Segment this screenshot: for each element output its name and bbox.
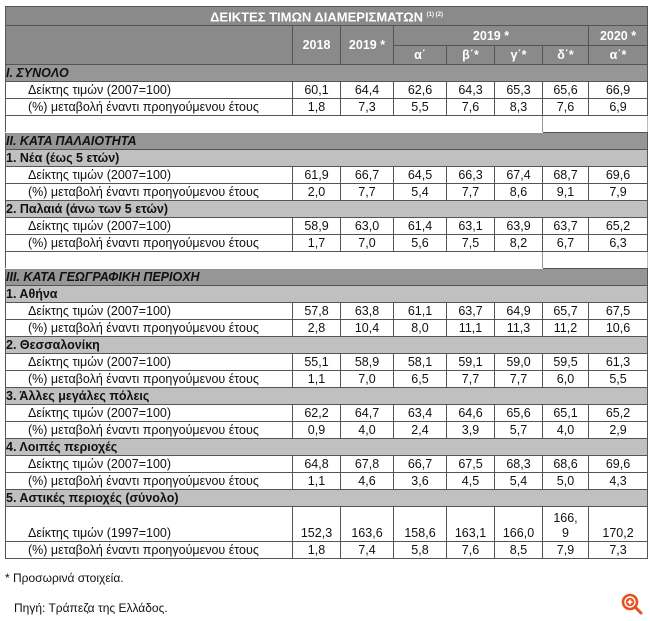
table-row bbox=[6, 405, 648, 422]
cell: 10,4 bbox=[341, 320, 394, 337]
row-label: Δείκτης τιμών (2007=100) bbox=[6, 354, 293, 371]
cell: 5,0 bbox=[543, 473, 589, 490]
cell: 61,4 bbox=[394, 218, 447, 235]
cell: 7,3 bbox=[589, 542, 648, 559]
cell: 61,3 bbox=[589, 354, 648, 371]
cell: 5,6 bbox=[394, 235, 447, 252]
table-row bbox=[6, 218, 648, 235]
cell: 8,0 bbox=[394, 320, 447, 337]
table-row bbox=[6, 184, 648, 201]
row-label: (%) μεταβολή έναντι προηγούμενου έτους bbox=[6, 371, 293, 388]
section-region: III. ΚΑΤΑ ΓΕΩΓΡΑΦΙΚΗ ΠΕΡΙΟΧΗ bbox=[6, 269, 648, 286]
cell: 6,5 bbox=[394, 371, 447, 388]
spacer-row bbox=[6, 252, 648, 269]
row-label: (%) μεταβολή έναντι προηγούμενου έτους bbox=[6, 184, 293, 201]
title-footnotes: (1) (2) bbox=[426, 12, 443, 18]
header-q3-2019: γ΄* bbox=[495, 45, 543, 65]
header-q2-2019: β΄* bbox=[447, 45, 495, 65]
cell: 64,3 bbox=[447, 82, 495, 99]
table-row bbox=[6, 303, 648, 320]
cell: 5,4 bbox=[495, 473, 543, 490]
cell: 7,7 bbox=[447, 371, 495, 388]
section-total: I. ΣΥΝΟΛΟ bbox=[6, 65, 648, 82]
cell: 61,1 bbox=[394, 303, 447, 320]
cell: 4,0 bbox=[341, 422, 394, 439]
cell: 3,6 bbox=[394, 473, 447, 490]
cell: 68,3 bbox=[495, 456, 543, 473]
cell: 63,1 bbox=[447, 218, 495, 235]
cell: 4,5 bbox=[447, 473, 495, 490]
table-row bbox=[6, 371, 648, 388]
cell: 7,7 bbox=[341, 184, 394, 201]
cell: 158,6 bbox=[394, 507, 447, 542]
cell: 65,2 bbox=[589, 405, 648, 422]
cell: 0,9 bbox=[293, 422, 341, 439]
cell: 66,7 bbox=[394, 456, 447, 473]
cell: 8,3 bbox=[495, 99, 543, 116]
table-row bbox=[6, 473, 648, 490]
header-q4-2019: δ΄* bbox=[543, 45, 589, 65]
cell: 66,9 bbox=[589, 82, 648, 99]
cell: 5,5 bbox=[589, 371, 648, 388]
cell: 60,1 bbox=[293, 82, 341, 99]
row-label: (%) μεταβολή έναντι προηγούμενου έτους bbox=[6, 320, 293, 337]
cell: 4,6 bbox=[341, 473, 394, 490]
header-label-cell bbox=[6, 26, 293, 65]
cell: 64,8 bbox=[293, 456, 341, 473]
cell: 1,7 bbox=[293, 235, 341, 252]
cell: 4,3 bbox=[589, 473, 648, 490]
cell: 170,2 bbox=[589, 507, 648, 542]
cell: 8,5 bbox=[495, 542, 543, 559]
table-row bbox=[6, 82, 648, 99]
cell: 69,6 bbox=[589, 167, 648, 184]
cell: 7,9 bbox=[589, 184, 648, 201]
subsection-old: 2. Παλαιά (άνω των 5 ετών) bbox=[6, 201, 648, 218]
cell: 63,9 bbox=[495, 218, 543, 235]
header-q1-2019: α΄ bbox=[394, 45, 447, 65]
cell: 8,2 bbox=[495, 235, 543, 252]
cell: 6,9 bbox=[589, 99, 648, 116]
table-row bbox=[6, 456, 648, 473]
subsection-athens: 1. Αθήνα bbox=[6, 286, 648, 303]
row-label: Δείκτης τιμών (2007=100) bbox=[6, 167, 293, 184]
cell: 9,1 bbox=[543, 184, 589, 201]
row-label: (%) μεταβολή έναντι προηγούμενου έτους bbox=[6, 542, 293, 559]
cell: 59,1 bbox=[447, 354, 495, 371]
cell: 58,1 bbox=[394, 354, 447, 371]
zoom-in-icon[interactable] bbox=[620, 592, 644, 616]
cell: 7,6 bbox=[447, 542, 495, 559]
subsection-new: 1. Νέα (έως 5 ετών) bbox=[6, 150, 648, 167]
row-label: Δείκτης τιμών (2007=100) bbox=[6, 82, 293, 99]
cell: 64,6 bbox=[447, 405, 495, 422]
cell: 1,8 bbox=[293, 99, 341, 116]
table-row bbox=[6, 422, 648, 439]
cell: 66,3 bbox=[447, 167, 495, 184]
cell: 7,7 bbox=[495, 371, 543, 388]
cell: 5,5 bbox=[394, 99, 447, 116]
row-label: Δείκτης τιμών (1997=100) bbox=[6, 507, 293, 542]
table-row bbox=[6, 320, 648, 337]
cell: 65,2 bbox=[589, 218, 648, 235]
cell: 62,2 bbox=[293, 405, 341, 422]
cell: 11,2 bbox=[543, 320, 589, 337]
cell: 67,4 bbox=[495, 167, 543, 184]
cell: 2,9 bbox=[589, 422, 648, 439]
cell: 67,5 bbox=[447, 456, 495, 473]
price-index-table bbox=[5, 6, 648, 559]
cell: 55,1 bbox=[293, 354, 341, 371]
cell: 59,0 bbox=[495, 354, 543, 371]
cell: 8,6 bbox=[495, 184, 543, 201]
cell: 7,5 bbox=[447, 235, 495, 252]
cell: 63,4 bbox=[394, 405, 447, 422]
header-q1-2020: α΄* bbox=[589, 45, 648, 65]
header-2019-quarters: 2019 * bbox=[394, 26, 589, 46]
cell: 67,8 bbox=[341, 456, 394, 473]
cell: 64,4 bbox=[341, 82, 394, 99]
cell: 63,7 bbox=[447, 303, 495, 320]
table-row bbox=[6, 167, 648, 184]
row-label: (%) μεταβολή έναντι προηγούμενου έτους bbox=[6, 235, 293, 252]
cell: 66,7 bbox=[341, 167, 394, 184]
cell: 65,6 bbox=[495, 405, 543, 422]
cell: 1,1 bbox=[293, 371, 341, 388]
table-row bbox=[6, 507, 648, 542]
table-row bbox=[6, 542, 648, 559]
cell: 65,3 bbox=[495, 82, 543, 99]
cell: 2,0 bbox=[293, 184, 341, 201]
cell: 166, 9 bbox=[543, 507, 589, 542]
row-label: Δείκτης τιμών (2007=100) bbox=[6, 218, 293, 235]
cell: 163,1 bbox=[447, 507, 495, 542]
cell: 11,1 bbox=[447, 320, 495, 337]
cell: 5,7 bbox=[495, 422, 543, 439]
cell: 64,5 bbox=[394, 167, 447, 184]
spacer-row bbox=[6, 116, 648, 133]
cell: 7,9 bbox=[543, 542, 589, 559]
cell: 4,0 bbox=[543, 422, 589, 439]
cell: 7,4 bbox=[341, 542, 394, 559]
source-note: Πηγή: Τράπεζα της Ελλάδος. bbox=[14, 601, 168, 615]
cell: 166,0 bbox=[495, 507, 543, 542]
cell: 69,6 bbox=[589, 456, 648, 473]
footnote: * Προσωρινά στοιχεία. bbox=[5, 571, 124, 585]
header-2019: 2019 * bbox=[341, 26, 394, 65]
cell: 68,7 bbox=[543, 167, 589, 184]
cell: 6,3 bbox=[589, 235, 648, 252]
cell: 11,3 bbox=[495, 320, 543, 337]
cell: 10,6 bbox=[589, 320, 648, 337]
cell: 64,9 bbox=[495, 303, 543, 320]
cell: 67,5 bbox=[589, 303, 648, 320]
cell: 2,8 bbox=[293, 320, 341, 337]
row-label: Δείκτης τιμών (2007=100) bbox=[6, 405, 293, 422]
cell: 7,6 bbox=[447, 99, 495, 116]
cell: 5,4 bbox=[394, 184, 447, 201]
cell: 57,8 bbox=[293, 303, 341, 320]
cell: 68,6 bbox=[543, 456, 589, 473]
cell: 63,7 bbox=[543, 218, 589, 235]
cell: 163,6 bbox=[341, 507, 394, 542]
cell: 1,8 bbox=[293, 542, 341, 559]
cell: 7,0 bbox=[341, 371, 394, 388]
subsection-other-cities: 3. Άλλες μεγάλες πόλεις bbox=[6, 388, 648, 405]
subsection-urban: 5. Αστικές περιοχές (σύνολο) bbox=[6, 490, 648, 507]
row-label: Δείκτης τιμών (2007=100) bbox=[6, 456, 293, 473]
table-row bbox=[6, 354, 648, 371]
section-age: II. ΚΑΤΑ ΠΑΛΑΙΟΤΗΤΑ bbox=[6, 133, 648, 150]
header-2018: 2018 bbox=[293, 26, 341, 65]
row-label: Δείκτης τιμών (2007=100) bbox=[6, 303, 293, 320]
cell: 63,8 bbox=[341, 303, 394, 320]
cell: 58,9 bbox=[293, 218, 341, 235]
table-row bbox=[6, 99, 648, 116]
cell: 6,7 bbox=[543, 235, 589, 252]
cell: 62,6 bbox=[394, 82, 447, 99]
cell: 7,7 bbox=[447, 184, 495, 201]
cell: 58,9 bbox=[341, 354, 394, 371]
cell: 7,0 bbox=[341, 235, 394, 252]
cell: 65,7 bbox=[543, 303, 589, 320]
table-title: ΔΕΙΚΤΕΣ ΤΙΜΩΝ ΔΙΑΜΕΡΙΣΜΑΤΩΝ $^{(1) (2)}$ bbox=[6, 7, 648, 26]
row-label: (%) μεταβολή έναντι προηγούμενου έτους bbox=[6, 422, 293, 439]
row-label: (%) μεταβολή έναντι προηγούμενου έτους bbox=[6, 99, 293, 116]
cell: 63,0 bbox=[341, 218, 394, 235]
cell: 1,1 bbox=[293, 473, 341, 490]
subsection-rest: 4. Λοιπές περιοχές bbox=[6, 439, 648, 456]
cell: 65,1 bbox=[543, 405, 589, 422]
cell: 61,9 bbox=[293, 167, 341, 184]
cell: 3,9 bbox=[447, 422, 495, 439]
subsection-thessaloniki: 2. Θεσσαλονίκη bbox=[6, 337, 648, 354]
cell: 152,3 bbox=[293, 507, 341, 542]
cell: 5,8 bbox=[394, 542, 447, 559]
cell: 7,6 bbox=[543, 99, 589, 116]
row-label: (%) μεταβολή έναντι προηγούμενου έτους bbox=[6, 473, 293, 490]
cell: 64,7 bbox=[341, 405, 394, 422]
table-row bbox=[6, 235, 648, 252]
cell: 59,5 bbox=[543, 354, 589, 371]
header-2020: 2020 * bbox=[589, 26, 648, 46]
cell: 6,0 bbox=[543, 371, 589, 388]
cell: 65,6 bbox=[543, 82, 589, 99]
cell: 2,4 bbox=[394, 422, 447, 439]
cell: 7,3 bbox=[341, 99, 394, 116]
